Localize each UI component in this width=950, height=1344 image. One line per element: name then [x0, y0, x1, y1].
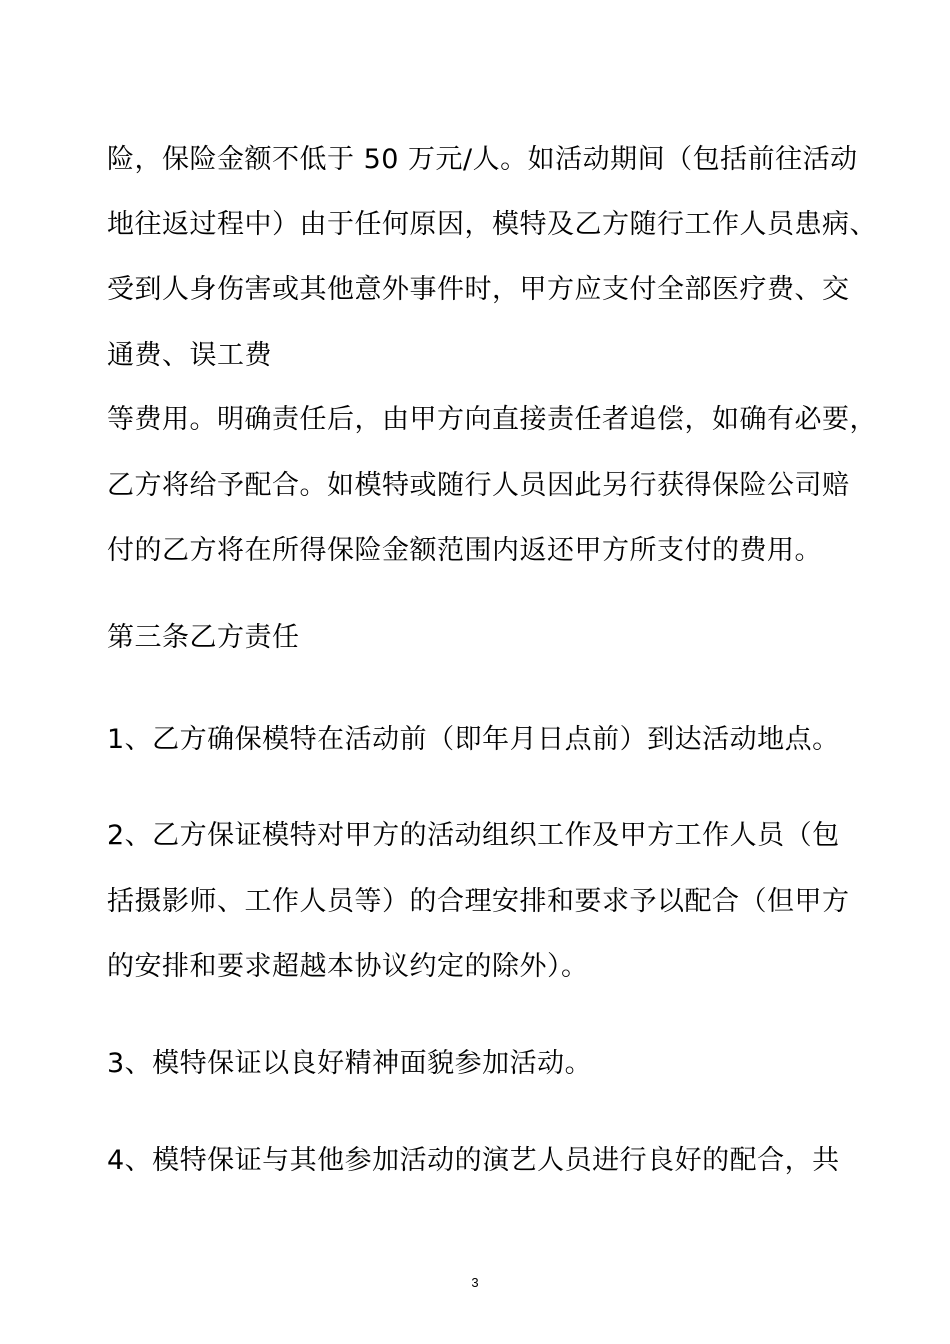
paragraph-line: 通费、误工费 [107, 340, 272, 371]
paragraph-line: 乙方将给予配合。如模特或随行人员因此另行获得保险公司赔 [107, 470, 850, 501]
list-item: 2、乙方保证模特对甲方的活动组织工作及甲方工作人员（包 [107, 820, 840, 851]
list-item: 1、乙方确保模特在活动前（即年月日点前）到达活动地点。 [107, 724, 840, 755]
list-item: 3、模特保证以良好精神面貌参加活动。 [107, 1048, 593, 1079]
paragraph-line: 地往返过程中）由于任何原因，模特及乙方随行工作人员患病、 [107, 209, 877, 240]
list-item-continuation: 括摄影师、工作人员等）的合理安排和要求予以配合（但甲方 [107, 886, 850, 917]
paragraph-line: 险，保险金额不低于 50 万元/人。如活动期间（包括前往活动 [107, 144, 858, 175]
paragraph-line: 受到人身伤害或其他意外事件时，甲方应支付全部医疗费、交 [107, 274, 850, 305]
list-item-continuation: 的安排和要求超越本协议约定的除外）。 [107, 951, 589, 982]
list-item: 4、模特保证与其他参加活动的演艺人员进行良好的配合，共 [107, 1145, 840, 1176]
section-heading: 第三条乙方责任 [107, 622, 300, 653]
page-number: 3 [471, 1275, 479, 1290]
paragraph-line: 等费用。明确责任后，由甲方向直接责任者追偿，如确有必要， [107, 404, 877, 435]
paragraph-line: 付的乙方将在所得保险金额范围内返还甲方所支付的费用。 [107, 535, 822, 566]
